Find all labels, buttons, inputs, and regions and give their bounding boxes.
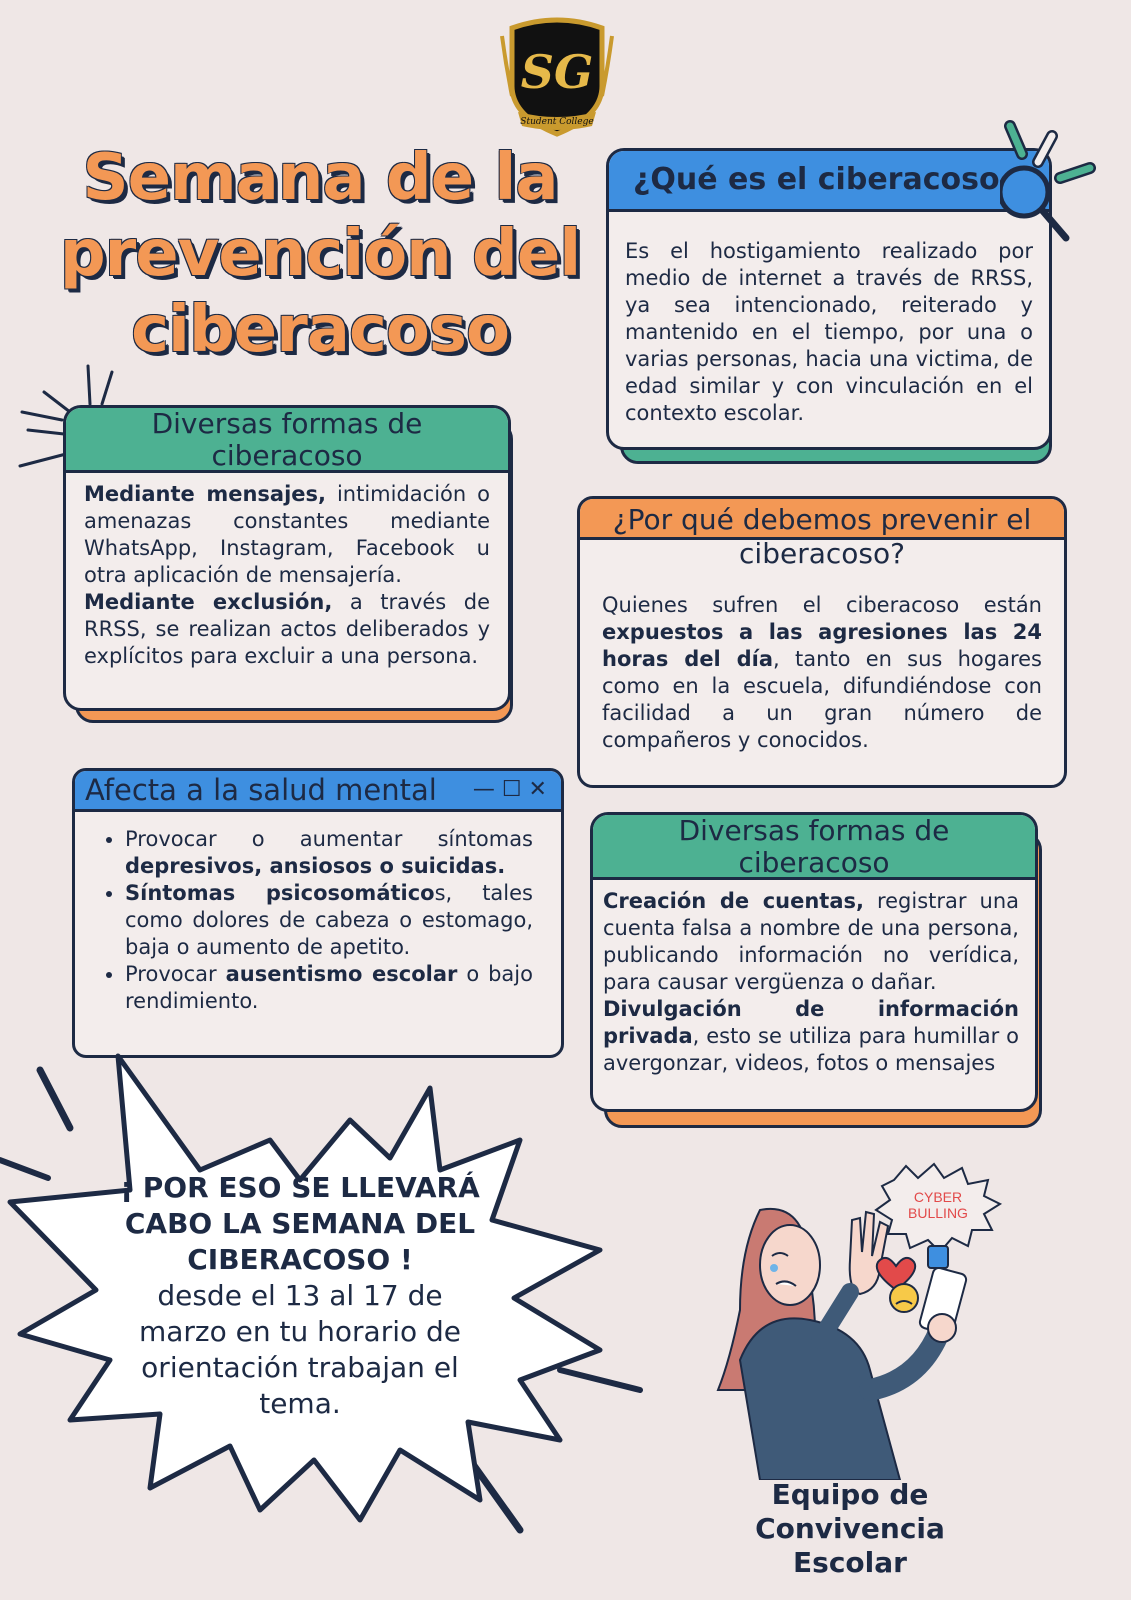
salud-mental-card [72,768,564,1058]
burst-line-3: CIBERACOSO ! [187,1243,413,1276]
window-controls: — ☐ ✕ [472,777,547,802]
dislike-icon [928,1246,948,1268]
por-que-heading-text: ¿Por qué debemos prevenir el ciberacoso? [612,503,1032,570]
que-es-card [606,148,1052,450]
title-line-2: prevención del [59,217,581,291]
svg-text:CYBER: CYBER [913,1189,963,1205]
burst-text [100,1170,500,1422]
por-que-card [577,496,1067,788]
magnifier-icon [1000,118,1100,258]
salud-list [95,826,533,1015]
que-es-heading: ¿Qué es el ciberacoso [609,151,1049,212]
por-que-body: Quienes sufren el ciberacoso están expuestos a las agresiones las 24 horas del día, tanto en sus hogares como en la escuela, difundiéndose con facilidad a un gran número de compañeros y conocidos. [602,593,1042,752]
formas-2-body: Creación de cuentas, registrar una cuenta falsa a nombre de una persona, publicando información no verídica, para causar vergüenza o dañar. Divulgación de información privada, esto se utiliza para humillar o avergonzar, videos, fotos o mensajes [603,889,1019,1075]
formas-1-body: Mediante mensajes, intimidación o amenazas constantes mediante WhatsApp, Instagram, Facebook u otra aplicación de mensajería. Mediante exclusión, a través de RRSS, se realizan actos deliberados y explícitos para excluir a una persona. [84,482,491,668]
angry-emoji-icon [890,1284,918,1312]
svg-text:Student College: Student College [520,117,594,127]
list-item: • Provocar o aumentar síntomas depresivos, ansiosos o suicidas. [125,826,533,880]
footer-team: Equipo de Convivencia Escolar [755,1478,945,1579]
list-item: • Síntomas psicosomáticos, tales como dolores de cabeza o estomago, baja o aumento de apetito. [125,880,533,961]
que-es-body: Es el hostigamiento realizado por medio de internet a través de RRSS, ya sea intencionado, reiterado y mantenido en el tiempo, por una o varias personas, hacia una victima, de edad similar y con vinculación en el contexto escolar. [625,239,1033,425]
salud-heading: Afecta a la salud mental — ☐ ✕ [75,771,561,812]
svg-text:SG: SG [520,45,594,99]
title-line-3: ciberacoso [131,293,509,367]
formas-2-heading: Diversas formas de ciberacoso [593,815,1035,880]
svg-text:BULLING: BULLING [908,1205,968,1221]
formas-1-heading: Diversas formas de ciberacoso [66,408,508,473]
school-logo [498,16,616,138]
page-title [40,140,600,368]
burst-line-2: CABO LA SEMANA DEL [124,1207,476,1240]
burst-subtext: desde el 13 al 17 de marzo en tu horario de orientación trabajan el tema. [138,1279,462,1420]
title-line-1: Semana de la [82,141,558,215]
list-item: • Provocar ausentismo escolar o bajo rendimiento. [125,961,533,1015]
burst-line-1: ¡ POR ESO SE LLEVARÁ [120,1171,480,1204]
salud-body [75,812,561,1015]
formas-card-1 [63,405,511,711]
girl-illustration [700,1160,1030,1480]
